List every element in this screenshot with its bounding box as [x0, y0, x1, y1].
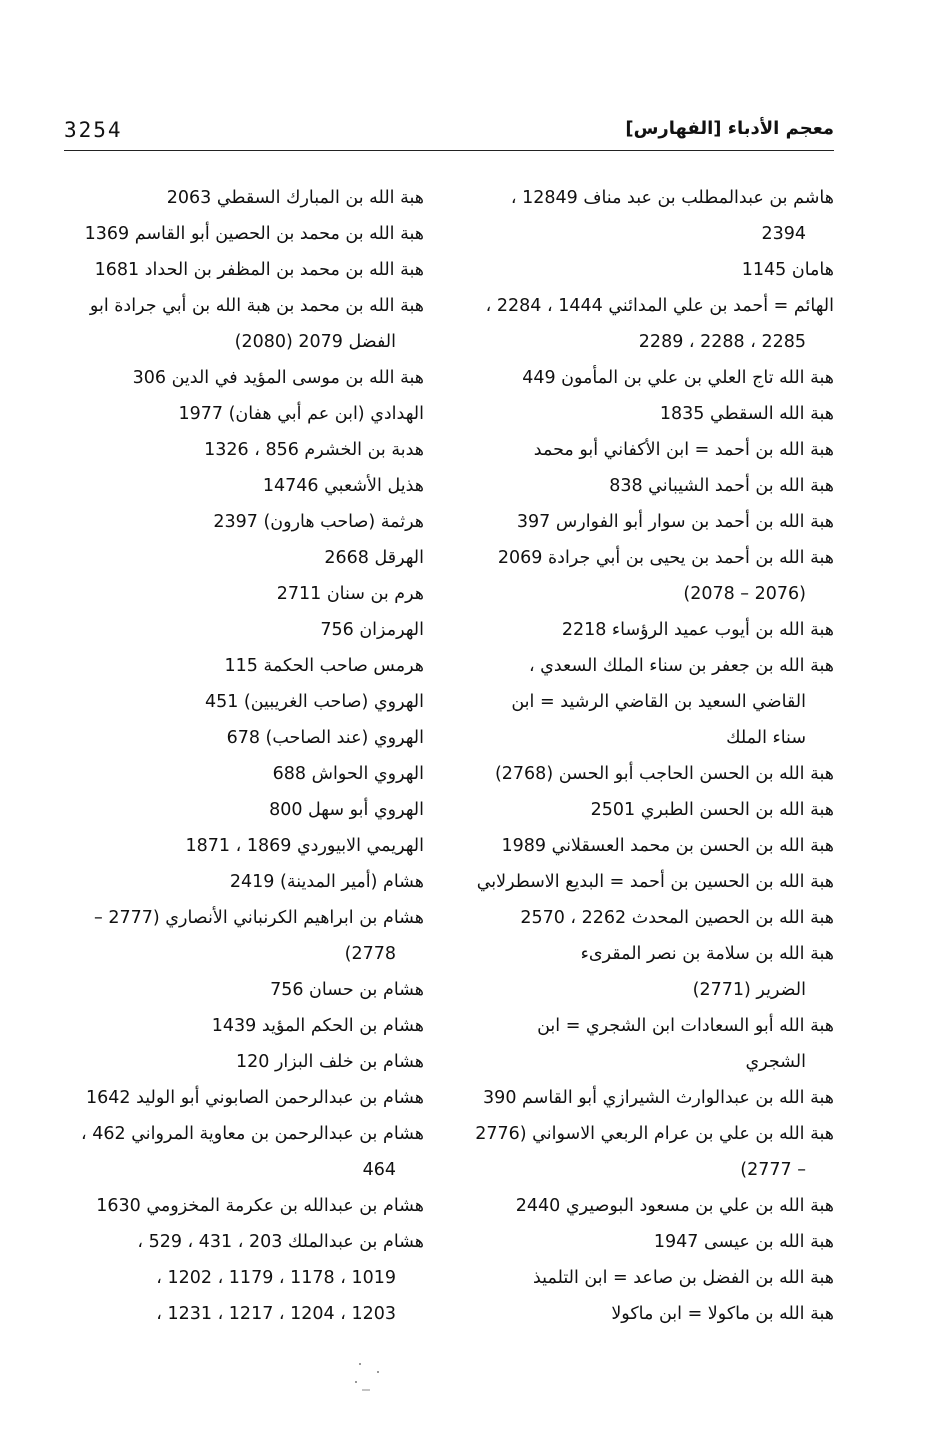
- running-title: معجم الأدباء [الفهارس]: [625, 118, 834, 139]
- index-entry: [62, 1044, 424, 1080]
- index-entry: [62, 360, 424, 396]
- index-entry-text: هشام بن عبدالرحمن بن معاوية المرواني 462 ،: [81, 1124, 424, 1144]
- index-entry-text: الهروي أبو سهل 800: [269, 800, 424, 820]
- index-entry-continuation: 464: [362, 1160, 396, 1180]
- index-entry: [469, 1188, 834, 1224]
- index-entry-continuation: الضرير (2771): [692, 980, 806, 1000]
- index-entry-text: هبة الله بن الحصين المحدث 2262 ، 2570: [520, 908, 834, 928]
- index-entry-text: هبة الله بن محمد بن هبة الله بن أبي جرادة ابو: [89, 296, 424, 316]
- index-entry-text: هشام بن عبدالرحمن الصابوني أبو الوليد 1642: [85, 1088, 424, 1108]
- index-entry-text: هبة الله بن أحمد بن سوار أبو الفوارس 397: [516, 512, 834, 532]
- index-entry-continuation: القاضي السعيد بن القاضي الرشيد = ابن: [511, 692, 806, 712]
- index-entry-text: الهرمزان 756: [320, 620, 424, 640]
- index-entry: [469, 1260, 834, 1296]
- page-header: [64, 118, 834, 154]
- index-entry: [62, 432, 424, 468]
- index-entry-text: الهروي (عند الصاحب) 678: [226, 728, 424, 748]
- index-entry: [62, 468, 424, 504]
- index-entry-text: هبة الله بن علي بن مسعود البوصيري 2440: [515, 1196, 834, 1216]
- index-entry: [62, 216, 424, 252]
- index-column-left: [62, 180, 424, 1332]
- index-entry: [62, 756, 424, 792]
- index-entry: [469, 756, 834, 792]
- index-entry: [62, 504, 424, 540]
- index-entry-text: هاشم بن عبدالمطلب بن عبد مناف 12849 ،: [510, 188, 834, 208]
- page-number: 3254: [64, 118, 123, 142]
- index-entry-text: هبة الله بن الحسن بن محمد العسقلاني 1989: [501, 836, 834, 856]
- index-entry-text: هبة الله بن الحسين بن أحمد = البديع الاسطرلابي: [476, 872, 834, 892]
- index-entry: [469, 1008, 834, 1080]
- index-entry: [62, 180, 424, 216]
- index-entry-text: هرمس صاحب الحكمة 115: [224, 656, 424, 676]
- index-entry-continuation: 2778): [344, 944, 396, 964]
- index-entry: [62, 288, 424, 360]
- index-entry-text: هبة الله بن سلامة بن نصر المقرىء: [580, 944, 834, 964]
- index-entry-text: هشام بن عبدالملك 203 ، 431 ، 529 ،: [137, 1232, 424, 1252]
- index-entry: [62, 720, 424, 756]
- index-entry: [469, 540, 834, 612]
- index-entry-continuation: 2394: [761, 224, 806, 244]
- index-entry-text: هذيل الأشعبي 14746: [262, 476, 424, 496]
- index-entry-text: الهريمي الابيوردي 1869 ، 1871: [185, 836, 424, 856]
- index-entry-continuation: 1203 ، 1204 ، 1217 ، 1231 ،: [156, 1304, 396, 1324]
- index-entry: [469, 360, 834, 396]
- index-entry-text: الهدادي (ابن عم أبي هفان) 1977: [178, 404, 424, 424]
- index-entry-continuation: الشجري: [745, 1052, 806, 1072]
- index-entry: [469, 1296, 834, 1332]
- index-entry-text: هبة الله بن جعفر بن سناء الملك السعدي ،: [528, 656, 834, 676]
- index-entry-text: هبة الله تاج العلي بن علي بن المأمون 449: [522, 368, 834, 388]
- index-entry-text: هبة الله بن الحسن الحاجب أبو الحسن (2768): [494, 764, 834, 784]
- index-entry: [469, 828, 834, 864]
- index-entry-text: هبة الله السقطي 1835: [659, 404, 834, 424]
- index-entry-continuation: سناء الملك: [726, 728, 806, 748]
- index-entry-text: هبة الله بن موسى المؤيد في الدين 306: [132, 368, 424, 388]
- index-entry-text: هبة الله بن ماكولا = ابن ماكولا: [611, 1304, 834, 1324]
- index-entry: [469, 864, 834, 900]
- index-entry: [62, 972, 424, 1008]
- index-entry: [469, 252, 834, 288]
- index-entry: [62, 396, 424, 432]
- index-entry-text: هبة الله بن الحسن الطبري 2501: [590, 800, 834, 820]
- index-entry: [62, 828, 424, 864]
- index-entry-text: هبة الله بن عبدالوارث الشيرازي أبو القاسم 390: [483, 1088, 834, 1108]
- index-entry: [469, 180, 834, 252]
- index-entry: [469, 468, 834, 504]
- index-entry-text: هبة الله بن أيوب عميد الرؤساء 2218: [561, 620, 834, 640]
- header-rule: [64, 150, 834, 151]
- index-entry: [469, 1116, 834, 1188]
- index-column-right: [469, 180, 834, 1332]
- index-entry-continuation: الفضل 2079 (2080): [234, 332, 396, 352]
- index-entry: [469, 612, 834, 648]
- index-entry-text: هبة الله أبو السعادات ابن الشجري = ابن: [537, 1016, 834, 1036]
- index-entry-text: هشام بن عبدالله بن عكرمة المخزومي 1630: [96, 1196, 424, 1216]
- index-entry: [469, 396, 834, 432]
- index-entry-text: هبة الله بن عيسى 1947: [653, 1232, 834, 1252]
- index-entry-text: هشام بن ابراهيم الكرنباني الأنصاري (2777 –: [94, 908, 424, 928]
- index-entry-text: هشام بن حسان 756: [270, 980, 424, 1000]
- index-entry: [62, 792, 424, 828]
- index-entry: [62, 648, 424, 684]
- index-entry: [62, 612, 424, 648]
- index-entry-text: هشام (أمير المدينة) 2419: [229, 872, 424, 892]
- index-entry-text: هبة الله بن أحمد = ابن الأكفاني أبو محمد: [533, 440, 834, 460]
- index-entry: [62, 540, 424, 576]
- index-entry-text: الهروي (صاحب الغريبين) 451: [204, 692, 424, 712]
- index-entry-text: هشام بن خلف البزار 120: [235, 1052, 424, 1072]
- index-entry-text: هبة الله بن أحمد الشيباني 838: [609, 476, 834, 496]
- index-entry-text: هبة الله بن أحمد بن يحيى بن أبي جرادة 2069: [497, 548, 834, 568]
- index-entry-text: هرثمة (صاحب هارون) 2397: [213, 512, 424, 532]
- index-entry: [62, 900, 424, 972]
- index-entry-continuation: – 2777): [740, 1160, 806, 1180]
- index-entry: [62, 1008, 424, 1044]
- index-entry-continuation: 2285 ، 2288 ، 2289: [638, 332, 806, 352]
- index-entry: [469, 648, 834, 756]
- index-entry-text: هشام بن الحكم المؤيد 1439: [211, 1016, 424, 1036]
- index-entry-text: الهروي الحواش 688: [272, 764, 424, 784]
- index-entry-text: هبة الله بن علي بن عرام الربعي الاسواني (2776: [475, 1124, 834, 1144]
- index-entry-text: هامان 1145: [741, 260, 834, 280]
- index-entry-text: هدبة بن الخشرم 856 ، 1326: [204, 440, 424, 460]
- index-entry: [469, 900, 834, 936]
- index-entry-text: هرم بن سنان 2711: [276, 584, 424, 604]
- scan-specks: [330, 1360, 410, 1400]
- index-entry: [469, 1080, 834, 1116]
- index-entry: [469, 288, 834, 360]
- index-entry-text: الهائم = أحمد بن علي المدائني 1444 ، 2284 ،: [485, 296, 834, 316]
- index-entry: [62, 1080, 424, 1116]
- index-entry: [469, 792, 834, 828]
- index-entry: [469, 504, 834, 540]
- index-entry-text: هبة الله بن المبارك السقطي 2063: [166, 188, 424, 208]
- index-entry: [62, 252, 424, 288]
- index-entry-continuation: (2076 – 2078): [683, 584, 806, 604]
- index-entry: [62, 1188, 424, 1224]
- index-entry-text: هبة الله بن محمد بن المظفر بن الحداد 1681: [94, 260, 424, 280]
- index-entry: [62, 576, 424, 612]
- index-entry-text: الهرقل 2668: [324, 548, 424, 568]
- index-entry: [62, 684, 424, 720]
- index-entry: [469, 1224, 834, 1260]
- index-entry-text: هبة الله بن محمد بن الحصين أبو القاسم 1369: [84, 224, 424, 244]
- index-entry: [62, 1116, 424, 1188]
- index-entry: [469, 432, 834, 468]
- index-entry: [62, 1224, 424, 1332]
- index-entry-text: هبة الله بن الفضل بن صاعد = ابن التلميذ: [532, 1268, 834, 1288]
- index-entry-continuation: 1019 ، 1178 ، 1179 ، 1202 ،: [156, 1268, 396, 1288]
- index-entry: [469, 936, 834, 1008]
- index-entry: [62, 864, 424, 900]
